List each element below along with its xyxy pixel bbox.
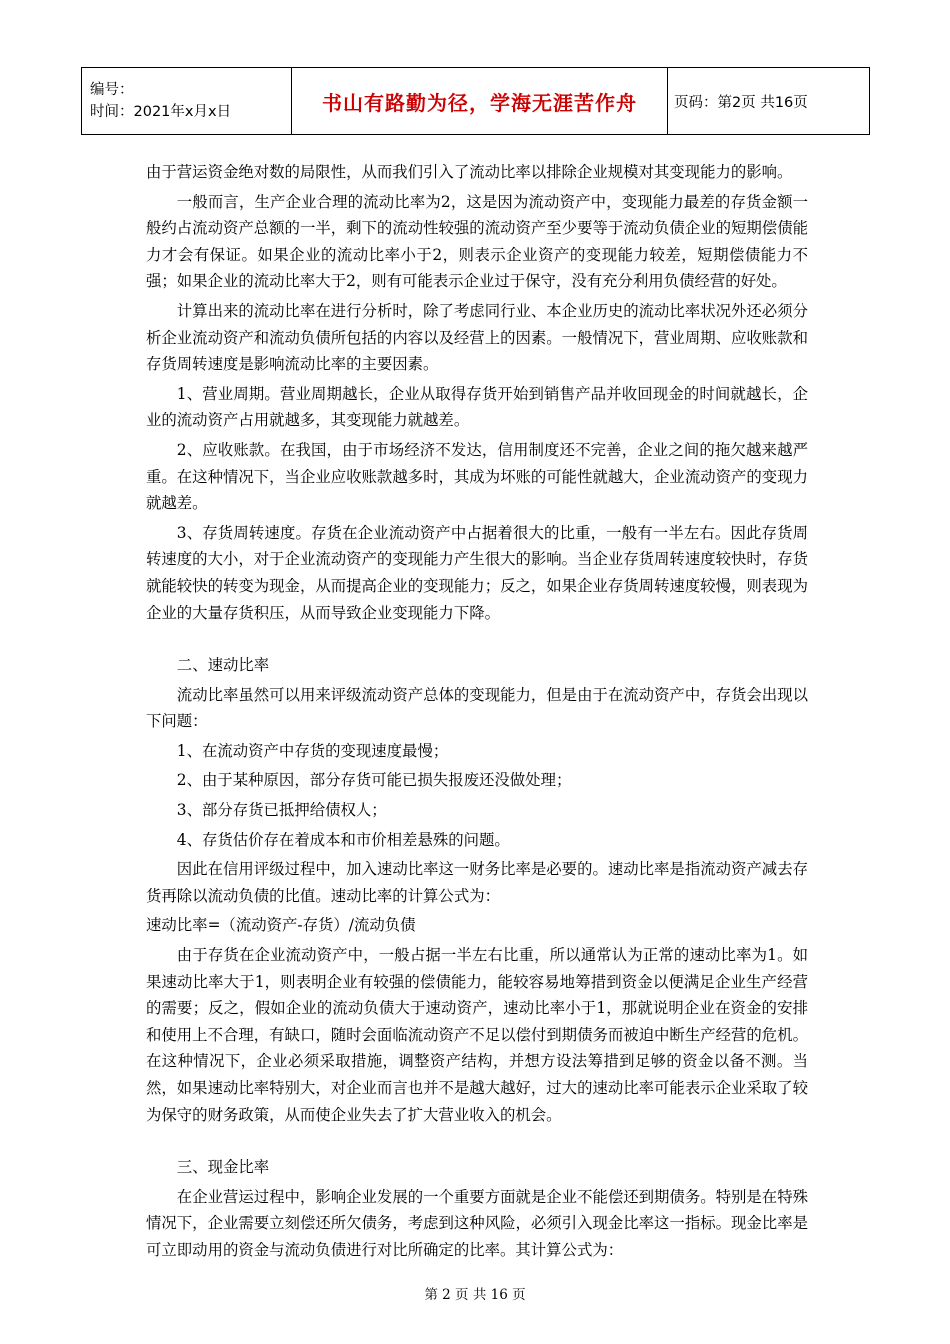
page-footer: 第 2 页 共 16 页 bbox=[424, 1287, 526, 1303]
paragraph: 因此在信用评级过程中，加入速动比率这一财务比率是必要的。速动比率是指流动资产减去存货再除以流动负债的比值。速动比率的计算公式为： bbox=[146, 860, 808, 905]
section-heading: 二、速动比率 bbox=[176, 656, 270, 675]
formula: 速动比率=（流动资产-存货）/流动负债 bbox=[146, 916, 416, 935]
section-heading: 三、现金比率 bbox=[176, 1158, 270, 1177]
paragraph: 一般而言，生产企业合理的流动比率为2，这是因为流动资产中，变现能力最差的存货金额一般约占流动资产总额的一半，剩下的流动性较强的流动资产至少要等于流动负债企业的短期偿债能力才会有保证。如果企业的流动比率小于2，则表示企业资产的变现能力较差，短期偿债能力不强；如果企业的流动比率大于2，则有可能表示企业过于保守，没有充分利用负债经营的好处。 bbox=[146, 192, 808, 291]
header-motto: 书山有路勤为径，学海无涯苦作舟 bbox=[322, 90, 637, 115]
document-number-label: 编号： bbox=[90, 82, 134, 98]
document-header bbox=[81, 67, 870, 135]
header-motto-cell bbox=[292, 68, 668, 135]
paragraph: 流动比率虽然可以用来评级流动资产总体的变现能力，但是由于在流动资产中，存货会出现以下问题： bbox=[146, 685, 808, 731]
list-item: 4、存货估价存在着成本和市价相差悬殊的问题。 bbox=[176, 830, 510, 849]
list-item: 2、由于某种原因，部分存货可能已损失报废还没做处理； bbox=[176, 771, 572, 790]
header-left-cell bbox=[82, 68, 292, 135]
header-page-cell bbox=[668, 68, 870, 135]
paragraph: 计算出来的流动比率在进行分析时，除了考虑同行业、本企业历史的流动比率状况外还必须分析企业流动资产和流动负债所包括的内容以及经营上的因素。一般情况下，营业周期、应收账款和存货周转速度是影响流动比率的主要因素。 bbox=[146, 301, 808, 374]
list-item: 3、部分存货已抵押给债权人； bbox=[176, 801, 387, 820]
list-paragraph: 2、应收账款。在我国，由于市场经济不发达，信用制度还不完善，企业之间的拖欠越来越严重。在这种情况下，当企业应收账款越多时，其成为坏账的可能性就越大，企业流动资产的变现力就越差。 bbox=[146, 440, 808, 513]
list-paragraph: 1、营业周期。营业周期越长，企业从取得存货开始到销售产品并收回现金的时间就越长，企业的流动资产占用就越多，其变现能力就越差。 bbox=[146, 384, 808, 430]
paragraph: 由于存货在企业流动资产中，一般占据一半左右比重，所以通常认为正常的速动比率为1。如果速动比率大于1，则表明企业有较强的偿债能力，能较容易地筹措到资金以便满足企业生产经营的需要；反之，假如企业的流动负债大于速动资产，速动比率小于1，那就说明企业在资金的安排和使用上不合理，有缺口，随时会面临流动资产不足以偿付到期债务而被迫中断生产经营的危机。在这种情况下，企业必须采取措施，调整资产结构，并想方设法筹措到足够的资金以备不测。当然，如果速动比率特别大，对企业而言也并不是越大越好，过大的速动比率可能表示企业采取了较为保守的财务政策，从而使企业失去了扩大营业收入的机会。 bbox=[146, 946, 808, 1124]
paragraph: 由于营运资金绝对数的局限性，从而我们引入了流动比率以排除企业规模对其变现能力的影响。 bbox=[146, 163, 793, 181]
header-page-label: 页码：第2页 共16页 bbox=[674, 94, 808, 111]
list-item: 1、在流动资产中存货的变现速度最慢； bbox=[176, 741, 449, 760]
list-paragraph: 3、存货周转速度。存货在企业流动资产中占据着很大的比重，一般有一半左右。因此存货周转速度的大小，对于企业流动资产的变现能力产生很大的影响。当企业存货周转速度较快时，存货就能较快的转变为现金，从而提高企业的变现能力；反之，如果企业存货周转速度较慢，则表现为企业的大量存货积压，从而导致企业变现能力下降。 bbox=[146, 523, 808, 622]
paragraph: 在企业营运过程中，影响企业发展的一个重要方面就是企业不能偿还到期债务。特别是在特殊情况下，企业需要立刻偿还所欠债务，考虑到这种风险，必须引入现金比率这一指标。现金比率是可立即动用的资金与流动负债进行对比所确定的比率。其计算公式为： bbox=[146, 1187, 808, 1259]
document-body bbox=[146, 159, 808, 1267]
document-time-label: 时间：2021年x月x日 bbox=[90, 104, 232, 120]
